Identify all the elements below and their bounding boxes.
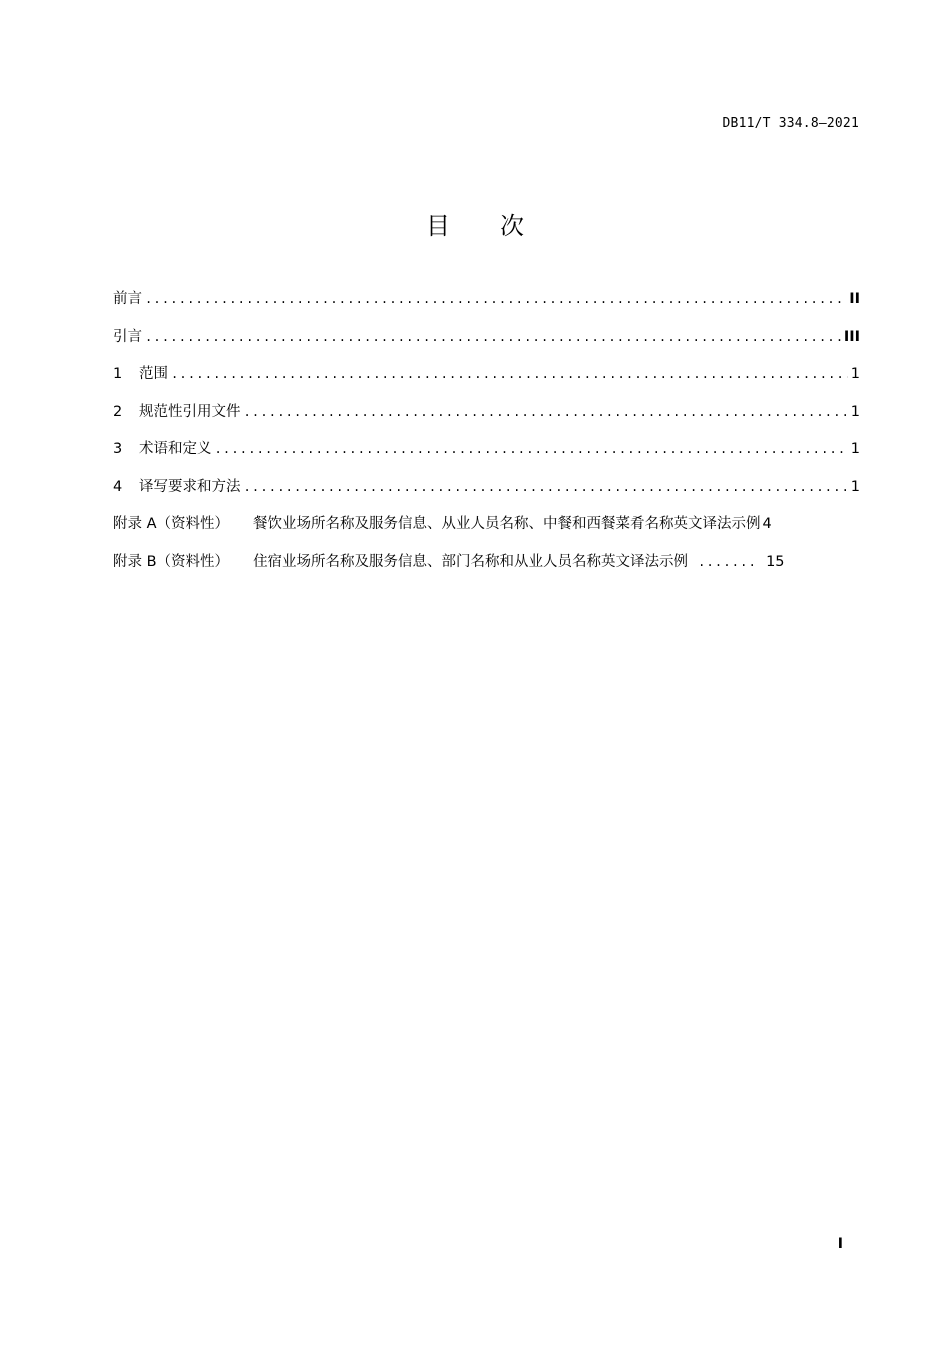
toc-title-char-2: 次 <box>500 212 524 240</box>
toc-entry-text: 规范性引用文件 <box>139 403 241 420</box>
toc-entry-text: 住宿业场所名称及服务信息、部门名称和从业人员名称英文译法示例 <box>253 553 689 570</box>
toc-entry-scope[interactable] <box>113 362 860 400</box>
toc-leader-dots <box>171 367 848 381</box>
toc-list <box>113 287 860 587</box>
toc-title <box>0 206 950 241</box>
toc-entry-text: 餐饮业场所名称及服务信息、从业人员名称、中餐和西餐菜肴名称英文译法示例 <box>253 516 761 532</box>
page-number: I <box>837 1236 843 1252</box>
toc-leader-dots <box>698 555 758 569</box>
toc-entry-foreword[interactable] <box>113 287 860 325</box>
toc-entry-introduction[interactable] <box>113 325 860 363</box>
toc-title-char-1: 目 <box>426 212 450 240</box>
toc-entry-translation-requirements[interactable] <box>113 475 860 513</box>
toc-entry-annex-a[interactable] <box>113 512 860 550</box>
toc-entry-text: 前言 <box>113 291 142 307</box>
toc-entry-page: II <box>849 291 860 307</box>
toc-entry-page: 1 <box>850 478 860 495</box>
toc-entry-page: 1 <box>850 366 860 382</box>
toc-entry-annex-b[interactable] <box>113 550 860 588</box>
toc-leader-dots <box>244 405 848 419</box>
toc-entry-page: 15 <box>766 553 785 570</box>
toc-entry-page: 4 <box>762 516 772 532</box>
toc-entry-text: 术语和定义 <box>139 441 212 457</box>
toc-entry-normative-references[interactable] <box>113 400 860 438</box>
toc-entry-page: 1 <box>850 403 860 420</box>
toc-entry-page: 1 <box>850 441 860 457</box>
toc-entry-text: 范围 <box>139 366 168 382</box>
toc-entry-annex-label: 附录 A（资料性） <box>113 516 230 532</box>
toc-entry-text: 译写要求和方法 <box>139 478 241 495</box>
toc-entry-number: 2 <box>113 403 123 420</box>
document-code: DB11/T 334.8—2021 <box>722 116 859 131</box>
toc-entry-terms-definitions[interactable] <box>113 437 860 475</box>
toc-entry-number: 4 <box>113 478 123 495</box>
toc-leader-dots <box>244 480 848 494</box>
toc-leader-dots <box>145 330 841 344</box>
toc-entry-text: 引言 <box>113 328 142 345</box>
toc-leader-dots <box>215 442 848 456</box>
toc-entry-number: 1 <box>113 366 123 382</box>
toc-entry-annex-label: 附录 B（资料性） <box>113 553 230 570</box>
toc-entry-page: III <box>843 328 860 345</box>
toc-entry-number: 3 <box>113 441 123 457</box>
toc-leader-dots <box>145 292 846 306</box>
